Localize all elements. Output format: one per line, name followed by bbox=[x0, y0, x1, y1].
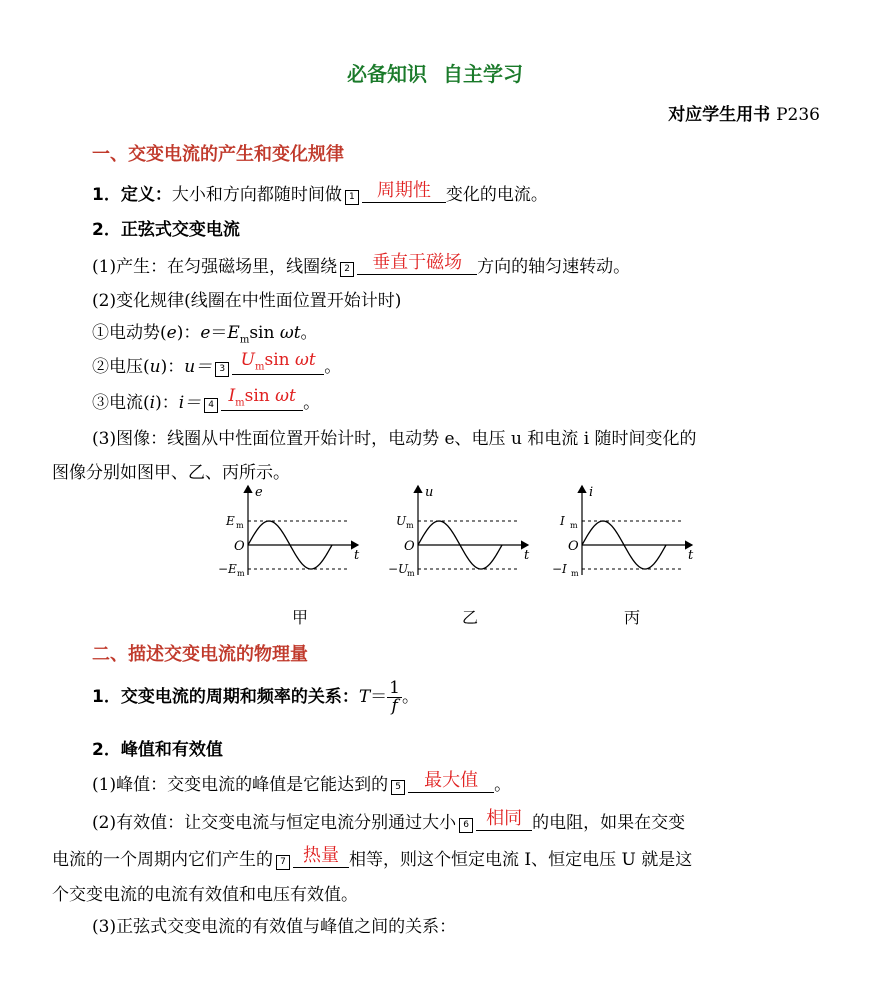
image-desc-line-2: 图像分别如图甲、乙、丙所示。 bbox=[52, 463, 290, 483]
peak-end: 。 bbox=[494, 775, 512, 795]
generation-line bbox=[92, 252, 630, 277]
definition-text-a: 大小和方向都随时间做 bbox=[171, 185, 342, 205]
answer-4-b: sin bbox=[244, 386, 276, 406]
answer-3 bbox=[232, 350, 324, 372]
peak-effective-title: 2．峰值和有效值 bbox=[92, 740, 223, 760]
x-axis-label: t bbox=[688, 548, 694, 563]
answer-3-a: U bbox=[240, 350, 255, 370]
volt-label: ②电压( bbox=[92, 357, 150, 377]
neg-peak-label: −E bbox=[218, 562, 237, 576]
x-axis-label: t bbox=[354, 548, 360, 563]
peak-sub-label: m bbox=[236, 521, 244, 530]
origin-label: O bbox=[404, 539, 415, 554]
answer-3-c: ωt bbox=[295, 350, 316, 370]
page-reference bbox=[668, 100, 820, 125]
blank-number-6: 6 bbox=[459, 818, 473, 833]
period-den: f bbox=[391, 696, 398, 716]
title-part-a: 必备知识 bbox=[347, 62, 427, 86]
emf-eq-d: sin bbox=[249, 323, 280, 343]
graph-emf bbox=[218, 485, 360, 578]
period-num: 1 bbox=[389, 678, 400, 698]
effective-line-1 bbox=[92, 808, 685, 833]
relation-line: (3)正弦式交变电流的有效值与峰值之间的关系： bbox=[92, 917, 457, 937]
definition-line bbox=[92, 180, 548, 205]
emf-line bbox=[92, 318, 318, 345]
emf-eq-c: E bbox=[227, 323, 240, 343]
answer-2: 垂直于磁场 bbox=[372, 252, 463, 273]
effective-line-2 bbox=[52, 845, 692, 870]
period-T: T bbox=[358, 687, 371, 707]
image-desc-line-1: (3)图像：线圈从中性面位置开始计时，电动势 e、电压 u 和电流 i 随时间变化的 bbox=[92, 429, 697, 449]
answer-blank-5 bbox=[408, 770, 494, 793]
current-line bbox=[92, 388, 320, 413]
y-axis-label: i bbox=[589, 485, 594, 500]
peak-sub-label: m bbox=[406, 521, 414, 530]
blank-number-3: 3 bbox=[215, 362, 229, 377]
answer-blank-6 bbox=[476, 808, 532, 831]
caption-bing: 丙 bbox=[624, 608, 641, 627]
volt-mid: )： bbox=[160, 357, 185, 377]
emf-eq-b: ＝ bbox=[210, 323, 228, 343]
answer-blank-1 bbox=[362, 180, 446, 203]
volt-eq: u＝ bbox=[184, 357, 213, 377]
peak-line bbox=[92, 770, 511, 795]
period-end: 。 bbox=[402, 687, 419, 707]
emf-eq-sub: m bbox=[239, 334, 250, 346]
answer-blank-7 bbox=[293, 845, 349, 868]
neg-peak-sub-label: m bbox=[571, 569, 579, 578]
blank-number-1: 1 bbox=[345, 190, 359, 205]
peak-text-a: (1)峰值：交变电流的峰值是它能达到的 bbox=[92, 775, 389, 795]
neg-peak-sub-label: m bbox=[407, 569, 415, 578]
y-axis-label: u bbox=[425, 485, 434, 500]
page-title bbox=[0, 58, 870, 87]
neg-peak-label: −I bbox=[552, 562, 567, 576]
eff-text-a: (2)有效值：让交变电流与恒定电流分别通过大小 bbox=[92, 813, 457, 833]
emf-label: ①电动势( bbox=[92, 323, 167, 343]
blank-number-4: 4 bbox=[204, 398, 218, 413]
peak-label: I bbox=[560, 514, 565, 528]
law-line: (2)变化规律(线圈在中性面位置开始计时) bbox=[92, 291, 402, 311]
ref-text: 对应学生用书 bbox=[668, 105, 771, 125]
graph-voltage bbox=[388, 485, 530, 578]
eff-text-b: 的电阻，如果在交变 bbox=[532, 813, 686, 833]
generation-text-b: 方向的轴匀速转动。 bbox=[477, 257, 631, 277]
caption-yi: 乙 bbox=[462, 608, 479, 627]
answer-6: 相同 bbox=[486, 808, 523, 829]
curr-mid: )： bbox=[155, 393, 179, 413]
curr-var: i bbox=[149, 393, 156, 413]
emf-eq-e: ωt bbox=[279, 323, 301, 343]
curr-label: ③电流( bbox=[92, 393, 150, 413]
blank-number-7: 7 bbox=[276, 855, 290, 870]
neg-peak-label: −U bbox=[388, 562, 409, 576]
x-axis-label: t bbox=[524, 548, 530, 563]
answer-4-a: I bbox=[228, 386, 236, 406]
section-2-heading: 二、描述交变电流的物理量 bbox=[92, 644, 308, 665]
answer-5: 最大值 bbox=[424, 770, 479, 791]
blank-number-5: 5 bbox=[391, 780, 405, 795]
period-fraction bbox=[387, 680, 402, 715]
definition-label: 1．定义： bbox=[92, 185, 172, 205]
period-eq: ＝ bbox=[370, 687, 388, 707]
caption-jia: 甲 bbox=[292, 608, 309, 627]
origin-label: O bbox=[568, 539, 579, 554]
peak-label: E bbox=[226, 514, 235, 528]
generation-text-a: (1)产生：在匀强磁场里，线圈绕 bbox=[92, 257, 338, 277]
answer-blank-3 bbox=[232, 350, 324, 375]
sine-current-label: 2．正弦式交变电流 bbox=[92, 220, 240, 240]
period-line bbox=[92, 680, 419, 715]
y-axis-label: e bbox=[255, 485, 263, 500]
answer-4-c: ωt bbox=[275, 386, 296, 406]
peak-sub-label: m bbox=[570, 521, 578, 530]
answer-4 bbox=[221, 386, 303, 408]
answer-4-sub: m bbox=[235, 397, 245, 409]
ref-page: P236 bbox=[776, 105, 820, 125]
volt-var: u bbox=[149, 357, 161, 377]
answer-blank-4 bbox=[221, 386, 303, 411]
origin-label: O bbox=[234, 539, 245, 554]
period-label: 1．交变电流的周期和频率的关系： bbox=[92, 687, 359, 707]
eff-text-d: 相等，则这个恒定电流 I、恒定电压 U 就是这 bbox=[349, 850, 693, 870]
answer-7: 热量 bbox=[303, 845, 339, 866]
answer-3-sub: m bbox=[255, 361, 265, 373]
answer-1: 周期性 bbox=[376, 180, 431, 201]
title-part-b: 自主学习 bbox=[443, 62, 523, 86]
section-1-heading: 一、交变电流的产生和变化规律 bbox=[92, 144, 344, 165]
curr-eq: i＝ bbox=[178, 393, 202, 413]
emf-eq-a: e bbox=[200, 323, 211, 343]
effective-line-3: 个交变电流的电流有效值和电压有效值。 bbox=[52, 885, 358, 905]
answer-blank-2 bbox=[357, 252, 477, 275]
neg-peak-sub-label: m bbox=[237, 569, 245, 578]
graph-current bbox=[552, 485, 694, 578]
emf-var: e bbox=[166, 323, 177, 343]
eff-text-c: 电流的一个周期内它们产生的 bbox=[52, 850, 273, 870]
emf-mid: )： bbox=[176, 323, 201, 343]
definition-text-b: 变化的电流。 bbox=[445, 185, 548, 205]
voltage-line bbox=[92, 352, 341, 377]
blank-number-2: 2 bbox=[340, 262, 354, 277]
peak-label: U bbox=[396, 514, 407, 528]
curr-end: 。 bbox=[303, 393, 321, 413]
emf-eq-end: 。 bbox=[300, 323, 318, 343]
answer-3-b: sin bbox=[264, 350, 295, 370]
volt-end: 。 bbox=[324, 357, 342, 377]
